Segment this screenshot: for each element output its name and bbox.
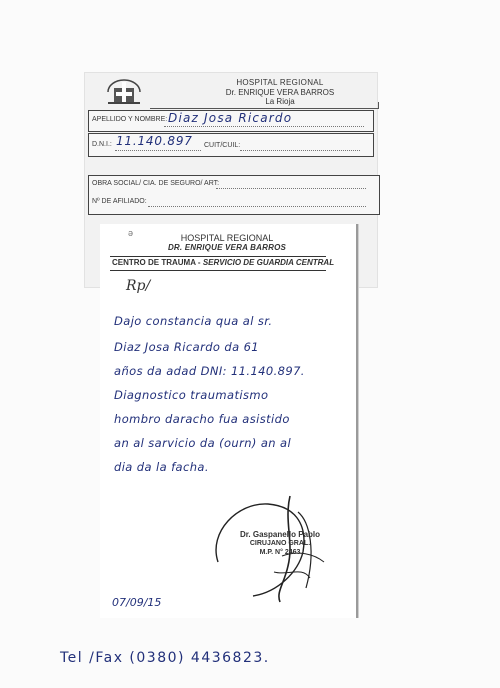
slip-header [104,234,350,252]
hospital-logo-icon [104,76,144,106]
hospital-header-line1: HOSPITAL REGIONAL [236,78,324,87]
footer-phone: Tel /Fax (0380) 4436823. [60,650,270,666]
note-line: Diaz Josa Ricardo da 61 [114,340,260,354]
cuit-dotline [240,150,360,151]
apellido-value: Diaz Josa Ricardo [168,111,293,125]
header-rule [150,102,379,109]
slip-subtitle [112,258,334,267]
slip-subtitle-right: SERVICIO DE GUARDIA CENTRAL [202,258,335,267]
afiliado-label: Nº DE AFILIADO: [92,198,147,205]
hospital-header-line3: La Rioja [265,97,295,106]
doctor-title: CIRUJANO GRAL. [249,540,311,547]
doctor-stamp [232,530,328,557]
dni-label: D.N.I.: [92,141,112,148]
obra-social-dotline [216,188,366,189]
slip-title-line2: DR. ENRIQUE VERA BARROS [167,243,287,252]
note-line: años da adad DNI: 11.140.897. [114,364,305,378]
obra-social-label: OBRA SOCIAL/ CIA. DE SEGURO/ ART: [92,180,220,187]
note-line: dia da la facha. [114,460,209,474]
apellido-label: APELLIDO Y NOMBRE: [92,116,168,123]
slip-rule-top [110,256,326,257]
doctor-name: Dr. Gaspanello Pablo [239,530,321,539]
apellido-dotline [164,126,364,127]
afiliado-dotline [148,206,366,207]
cuit-label: CUIT/CUIL: [204,142,241,149]
slip-rule-bottom [110,270,326,271]
rp-mark: Rp/ [126,278,151,294]
slip-title-line1: HOSPITAL REGIONAL [180,233,274,243]
dni-value: 11.140.897 [116,134,193,148]
note-line: Dajo constancia qua al sr. [114,314,273,328]
slip-subtitle-left: CENTRO DE TRAUMA - [112,258,203,267]
dni-dotline [115,150,201,151]
note-line: Diagnostico traumatismo [114,388,269,402]
hospital-header-line2: Dr. ENRIQUE VERA BARROS [225,87,335,97]
note-line: hombro daracho fua asistido [114,412,290,426]
slip-date: 07/09/15 [112,596,162,609]
doctor-license: M.P. N° 2463 [259,549,301,556]
slip-corner-mark: ə [128,228,134,238]
note-line: an al sarvicio da (ourn) an al [114,436,292,450]
